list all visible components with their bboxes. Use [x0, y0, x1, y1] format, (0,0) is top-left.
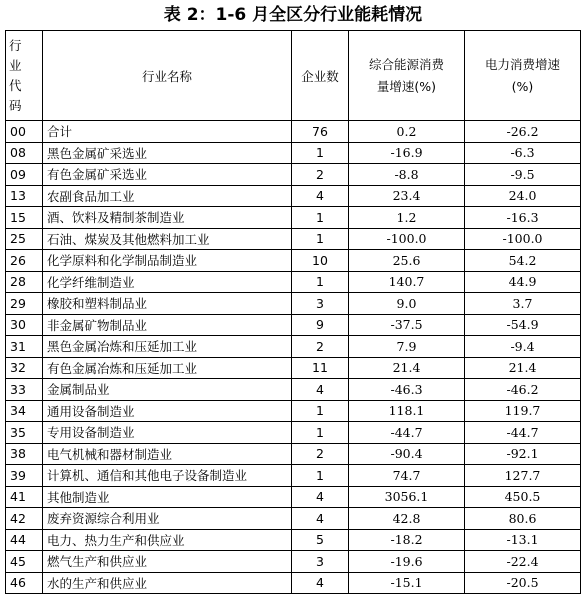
industry-code-cell: 42	[6, 508, 43, 530]
energy-growth-cell: -44.7	[349, 422, 465, 444]
energy-growth-cell: -16.9	[349, 142, 465, 164]
industry-name-cell: 黑色金属矿采选业	[43, 142, 292, 164]
energy-growth-cell: -37.5	[349, 314, 465, 336]
energy-growth-cell: -100.0	[349, 228, 465, 250]
enterprise-count-cell: 1	[292, 142, 349, 164]
power-growth-cell: -9.5	[465, 164, 581, 186]
power-growth-cell: 127.7	[465, 465, 581, 487]
power-growth-cell: 54.2	[465, 250, 581, 272]
power-growth-cell: -100.0	[465, 228, 581, 250]
energy-growth-cell: -18.2	[349, 529, 465, 551]
energy-growth-cell: 0.2	[349, 121, 465, 143]
table-row	[6, 164, 581, 186]
energy-growth-cell: 3056.1	[349, 486, 465, 508]
table-row	[6, 551, 581, 573]
industry-energy-table	[5, 30, 581, 594]
header-industry-code	[6, 31, 43, 121]
enterprise-count-cell: 4	[292, 572, 349, 594]
power-growth-cell: -9.4	[465, 336, 581, 358]
enterprise-count-cell: 76	[292, 121, 349, 143]
power-growth-cell: -22.4	[465, 551, 581, 573]
industry-name-cell: 橡胶和塑料制品业	[43, 293, 292, 315]
energy-growth-cell: 140.7	[349, 271, 465, 293]
header-power-growth	[465, 31, 581, 121]
table-row	[6, 486, 581, 508]
energy-growth-cell: -90.4	[349, 443, 465, 465]
energy-growth-cell: -46.3	[349, 379, 465, 401]
industry-name-cell: 其他制造业	[43, 486, 292, 508]
table-row	[6, 422, 581, 444]
header-code-char: 业	[9, 57, 22, 73]
enterprise-count-cell: 4	[292, 486, 349, 508]
table-row	[6, 293, 581, 315]
industry-code-cell: 15	[6, 207, 43, 229]
table-row	[6, 529, 581, 551]
industry-code-cell: 38	[6, 443, 43, 465]
industry-name-cell: 农副食品加工业	[43, 185, 292, 207]
industry-name-cell: 化学原料和化学制品制造业	[43, 250, 292, 272]
industry-name-cell: 废弃资源综合利用业	[43, 508, 292, 530]
industry-code-cell: 28	[6, 271, 43, 293]
header-code-char: 行	[9, 37, 22, 53]
power-growth-cell: -26.2	[465, 121, 581, 143]
energy-growth-cell: 74.7	[349, 465, 465, 487]
power-growth-cell: 24.0	[465, 185, 581, 207]
power-growth-cell: 3.7	[465, 293, 581, 315]
energy-growth-cell: 118.1	[349, 400, 465, 422]
industry-name-cell: 金属制品业	[43, 379, 292, 401]
enterprise-count-cell: 4	[292, 508, 349, 530]
table-row	[6, 572, 581, 594]
enterprise-count-cell: 4	[292, 379, 349, 401]
enterprise-count-cell: 2	[292, 443, 349, 465]
header-code-char: 代	[9, 77, 22, 93]
table-row	[6, 336, 581, 358]
header-energy-growth	[349, 31, 465, 121]
header-power-line: 电力消费增速	[484, 56, 560, 72]
table-row	[6, 379, 581, 401]
industry-code-cell: 26	[6, 250, 43, 272]
table-row	[6, 207, 581, 229]
table-row	[6, 357, 581, 379]
table-row	[6, 185, 581, 207]
industry-name-cell: 石油、煤炭及其他燃料加工业	[43, 228, 292, 250]
enterprise-count-cell: 1	[292, 207, 349, 229]
power-growth-cell: 21.4	[465, 357, 581, 379]
industry-code-cell: 30	[6, 314, 43, 336]
industry-name-cell: 电气机械和器材制造业	[43, 443, 292, 465]
industry-code-cell: 31	[6, 336, 43, 358]
header-enterprise-count: 企业数	[292, 31, 349, 121]
enterprise-count-cell: 3	[292, 551, 349, 573]
table-row	[6, 314, 581, 336]
industry-code-cell: 41	[6, 486, 43, 508]
header-energy-line: 量增速(%)	[376, 78, 437, 94]
energy-growth-cell: 9.0	[349, 293, 465, 315]
industry-name-cell: 水的生产和供应业	[43, 572, 292, 594]
industry-code-cell: 13	[6, 185, 43, 207]
industry-name-cell: 有色金属冶炼和压延加工业	[43, 357, 292, 379]
industry-name-cell: 化学纤维制造业	[43, 271, 292, 293]
energy-growth-cell: -8.8	[349, 164, 465, 186]
enterprise-count-cell: 1	[292, 400, 349, 422]
enterprise-count-cell: 2	[292, 336, 349, 358]
power-growth-cell: -92.1	[465, 443, 581, 465]
enterprise-count-cell: 1	[292, 465, 349, 487]
power-growth-cell: -20.5	[465, 572, 581, 594]
enterprise-count-cell: 3	[292, 293, 349, 315]
table-row	[6, 400, 581, 422]
header-code-char: 码	[9, 97, 22, 113]
industry-code-cell: 33	[6, 379, 43, 401]
table-row	[6, 228, 581, 250]
energy-growth-cell: 25.6	[349, 250, 465, 272]
industry-code-cell: 29	[6, 293, 43, 315]
industry-code-cell: 44	[6, 529, 43, 551]
table-row	[6, 508, 581, 530]
industry-code-cell: 08	[6, 142, 43, 164]
power-growth-cell: 80.6	[465, 508, 581, 530]
power-growth-cell: -13.1	[465, 529, 581, 551]
table-row	[6, 250, 581, 272]
enterprise-count-cell: 1	[292, 422, 349, 444]
power-growth-cell: -46.2	[465, 379, 581, 401]
table-row	[6, 142, 581, 164]
power-growth-cell: -6.3	[465, 142, 581, 164]
table-row	[6, 271, 581, 293]
industry-code-cell: 34	[6, 400, 43, 422]
enterprise-count-cell: 9	[292, 314, 349, 336]
table-body	[6, 121, 581, 594]
industry-name-cell: 黑色金属冶炼和压延加工业	[43, 336, 292, 358]
industry-name-cell: 电力、热力生产和供应业	[43, 529, 292, 551]
enterprise-count-cell: 2	[292, 164, 349, 186]
table-row	[6, 465, 581, 487]
header-energy-line: 综合能源消费	[368, 56, 444, 72]
table-row	[6, 443, 581, 465]
industry-name-cell: 计算机、通信和其他电子设备制造业	[43, 465, 292, 487]
energy-growth-cell: 1.2	[349, 207, 465, 229]
energy-growth-cell: 23.4	[349, 185, 465, 207]
power-growth-cell: 44.9	[465, 271, 581, 293]
enterprise-count-cell: 10	[292, 250, 349, 272]
enterprise-count-cell: 1	[292, 271, 349, 293]
energy-growth-cell: 21.4	[349, 357, 465, 379]
industry-name-cell: 非金属矿物制品业	[43, 314, 292, 336]
enterprise-count-cell: 11	[292, 357, 349, 379]
enterprise-count-cell: 1	[292, 228, 349, 250]
industry-name-cell: 燃气生产和供应业	[43, 551, 292, 573]
energy-growth-cell: -19.6	[349, 551, 465, 573]
power-growth-cell: 119.7	[465, 400, 581, 422]
industry-code-cell: 00	[6, 121, 43, 143]
energy-growth-cell: 42.8	[349, 508, 465, 530]
header-row	[6, 31, 581, 121]
industry-code-cell: 25	[6, 228, 43, 250]
industry-code-cell: 35	[6, 422, 43, 444]
power-growth-cell: -44.7	[465, 422, 581, 444]
industry-name-cell: 有色金属矿采选业	[43, 164, 292, 186]
enterprise-count-cell: 5	[292, 529, 349, 551]
industry-code-cell: 46	[6, 572, 43, 594]
industry-name-cell: 通用设备制造业	[43, 400, 292, 422]
energy-growth-cell: -15.1	[349, 572, 465, 594]
industry-name-cell: 酒、饮料及精制茶制造业	[43, 207, 292, 229]
energy-growth-cell: 7.9	[349, 336, 465, 358]
table-title: 表 2：1-6 月全区分行业能耗情况	[163, 5, 423, 25]
power-growth-cell: -16.3	[465, 207, 581, 229]
enterprise-count-cell: 4	[292, 185, 349, 207]
table-row	[6, 121, 581, 143]
header-power-line: (%)	[511, 78, 534, 94]
header-industry-name: 行业名称	[43, 31, 292, 121]
power-growth-cell: -54.9	[465, 314, 581, 336]
industry-code-cell: 32	[6, 357, 43, 379]
industry-code-cell: 45	[6, 551, 43, 573]
industry-code-cell: 09	[6, 164, 43, 186]
industry-name-cell: 合计	[43, 121, 292, 143]
power-growth-cell: 450.5	[465, 486, 581, 508]
industry-name-cell: 专用设备制造业	[43, 422, 292, 444]
industry-code-cell: 39	[6, 465, 43, 487]
